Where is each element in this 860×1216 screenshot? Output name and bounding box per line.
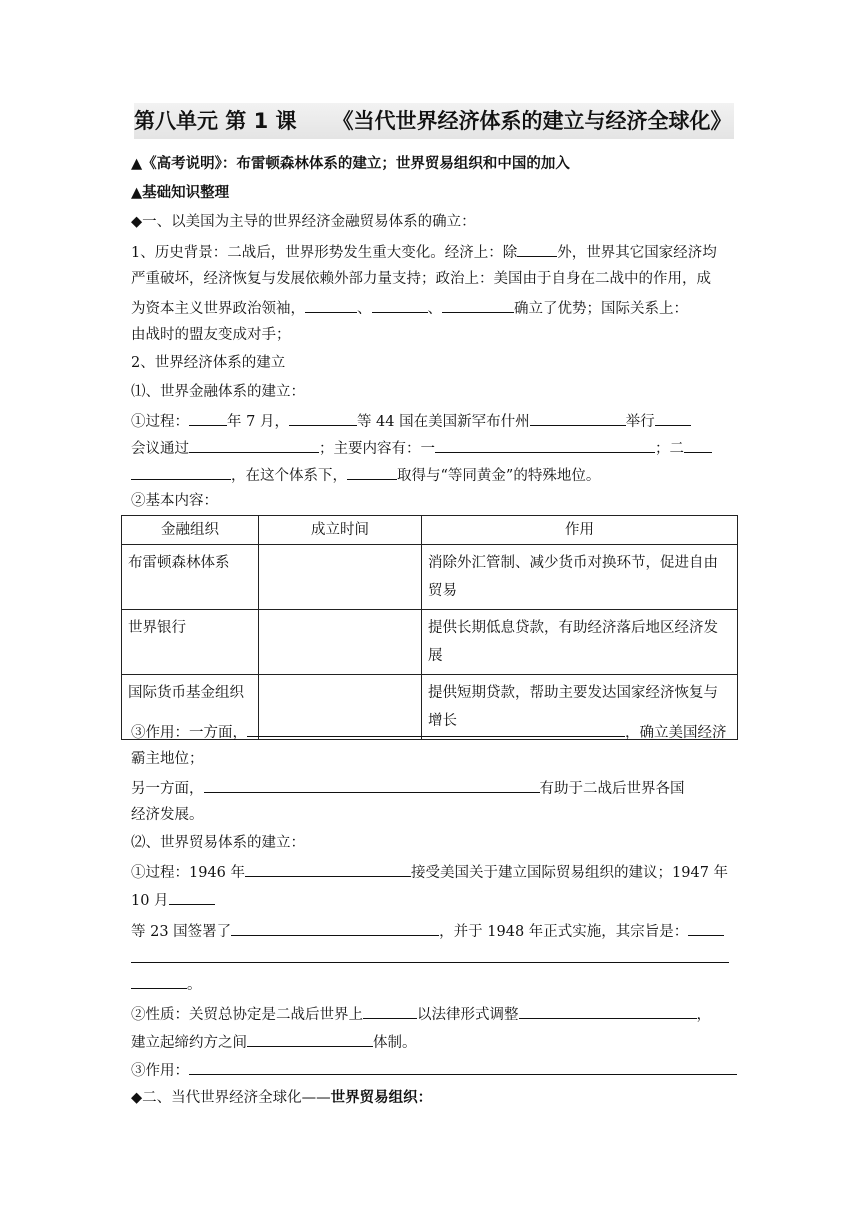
blank[interactable] bbox=[247, 721, 625, 737]
trade-process-line-2: 10 月 bbox=[131, 889, 215, 911]
section-2-heading: ◆二、当代世界经济全球化——世界贸易组织： bbox=[131, 1090, 433, 1106]
blank[interactable] bbox=[189, 437, 319, 453]
finance-process-line-3: ，在这个体系下， 取得与“等同黄金”的特殊地位。 bbox=[131, 464, 600, 486]
table-row bbox=[122, 545, 738, 610]
finance-process-line-1: ①过程： 年 7 月， 等 44 国在美国新罕布什州 举行 bbox=[131, 410, 691, 432]
answer-line[interactable] bbox=[131, 962, 729, 963]
time-cell[interactable] bbox=[259, 610, 422, 675]
trade-process-line-5: 。 bbox=[131, 973, 202, 995]
blank[interactable] bbox=[189, 1059, 737, 1075]
finance-organizations-table bbox=[121, 515, 738, 740]
blank[interactable] bbox=[189, 410, 227, 426]
lesson-number: 第八单元 第 1 课 bbox=[134, 109, 297, 133]
blank[interactable] bbox=[435, 437, 655, 453]
blank[interactable] bbox=[347, 464, 397, 480]
table-row bbox=[122, 610, 738, 675]
trade-heading: ⑵、世界贸易体系的建立： bbox=[131, 835, 305, 851]
effect-line-3: 另一方面， 有助于二战后世界各国 bbox=[131, 777, 685, 799]
blank[interactable] bbox=[655, 410, 691, 426]
org-cell: 世界银行 bbox=[122, 610, 259, 675]
blank[interactable] bbox=[131, 973, 187, 989]
finance-process-line-2: 会议通过 ；主要内容有：一 ；二 bbox=[131, 437, 712, 459]
table-header: 成立时间 bbox=[259, 516, 422, 545]
exam-note: ▲《高考说明》：布雷顿森林体系的建立；世界贸易组织和中国的加入 bbox=[131, 156, 570, 172]
blank[interactable] bbox=[519, 1003, 697, 1019]
lesson-title bbox=[134, 103, 734, 139]
establish-heading: 2、世界经济体系的建立 bbox=[131, 355, 286, 371]
blank[interactable] bbox=[530, 410, 626, 426]
trade-effect-line: ③作用： bbox=[131, 1059, 737, 1081]
basics-heading: ▲基础知识整理 bbox=[131, 185, 230, 201]
blank[interactable] bbox=[684, 437, 712, 453]
blank[interactable] bbox=[305, 297, 357, 313]
blank[interactable] bbox=[442, 297, 514, 313]
org-cell: 国际货币基金组织 bbox=[122, 675, 259, 740]
background-line-1: 1、历史背景：二战后，世界形势发生重大变化。经济上：除 外，世界其它国家经济均 bbox=[131, 241, 717, 263]
table-header: 金融组织 bbox=[122, 516, 259, 545]
blank[interactable] bbox=[231, 920, 439, 936]
blank[interactable] bbox=[131, 464, 231, 480]
trade-nature-line-1: ②性质：关贸总协定是二战后世界上 以法律形式调整 ， bbox=[131, 1003, 711, 1025]
role-cell: 提供长期低息贷款，有助经济落后地区经济发展 bbox=[422, 610, 738, 675]
background-line-3: 为资本主义世界政治领袖， 、 、 确立了优势；国际关系上： bbox=[131, 297, 688, 319]
table-header-row bbox=[122, 516, 738, 545]
effect-line-1: ③作用：一方面， ，确立美国经济 bbox=[131, 721, 727, 743]
table-header: 作用 bbox=[422, 516, 738, 545]
role-cell: 提供短期贷款，帮助主要发达国家经济恢复与增长 bbox=[422, 675, 738, 740]
trade-nature-line-2: 建立起缔约方之间 体制。 bbox=[131, 1031, 417, 1053]
blank[interactable] bbox=[688, 920, 724, 936]
background-line-2: 严重破坏，经济恢复与发展依赖外部力量支持；政治上：美国由于自身在二战中的作用，成 bbox=[131, 271, 711, 287]
section-1-heading: ◆一、以美国为主导的世界经济金融贸易体系的确立： bbox=[131, 214, 476, 230]
blank[interactable] bbox=[204, 777, 540, 793]
basic-content-label: ②基本内容： bbox=[131, 493, 218, 509]
blank[interactable] bbox=[363, 1003, 417, 1019]
blank[interactable] bbox=[289, 410, 357, 426]
effect-line-2: 霸主地位； bbox=[131, 751, 204, 767]
org-cell: 布雷顿森林体系 bbox=[122, 545, 259, 610]
time-cell[interactable] bbox=[259, 545, 422, 610]
finance-heading: ⑴、世界金融体系的建立： bbox=[131, 384, 305, 400]
blank[interactable] bbox=[169, 889, 215, 905]
effect-line-4: 经济发展。 bbox=[131, 807, 204, 823]
lesson-name: 《当代世界经济体系的建立与经济全球化》 bbox=[332, 109, 732, 133]
role-cell: 消除外汇管制、减少货币对换环节，促进自由贸易 bbox=[422, 545, 738, 610]
blank[interactable] bbox=[517, 241, 557, 257]
trade-process-line-3: 等 23 国签署了 ，并于 1948 年正式实施，其宗旨是： bbox=[131, 920, 724, 942]
trade-process-line-1: ①过程：1946 年 接受美国关于建立国际贸易组织的建议；1947 年 bbox=[131, 861, 728, 883]
blank[interactable] bbox=[372, 297, 428, 313]
background-line-4: 由战时的盟友变成对手； bbox=[131, 327, 291, 343]
blank[interactable] bbox=[245, 861, 411, 877]
blank[interactable] bbox=[247, 1031, 373, 1047]
